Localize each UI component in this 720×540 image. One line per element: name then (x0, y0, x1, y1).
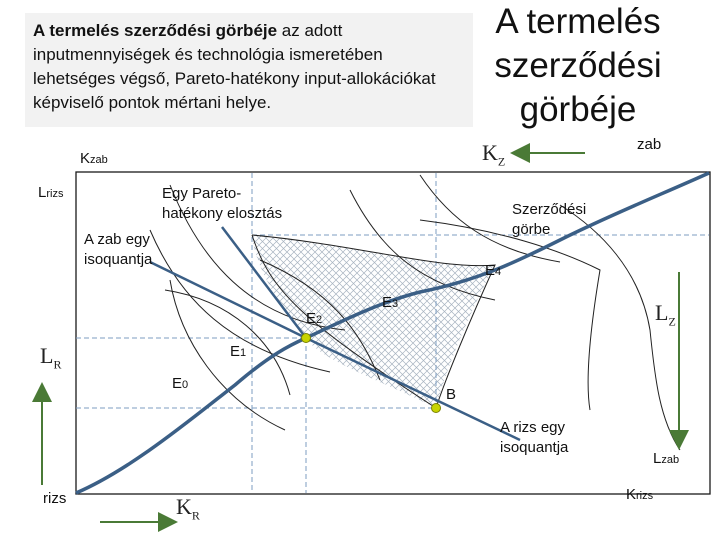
l-rizs-label: Lrizs (38, 184, 64, 201)
zab-side-label: zab (637, 136, 662, 153)
lr-serif-label: $L_R$ (40, 343, 62, 372)
point-e0-label: E0 (172, 375, 189, 392)
contract-curve-label: Szerződési görbe (512, 201, 587, 238)
pareto-point-e2 (302, 334, 311, 343)
kz-serif-label: $K_Z$ (482, 140, 506, 169)
kr-serif-label: $K_R$ (176, 494, 200, 523)
point-e1-label: E1 (230, 343, 247, 360)
lz-serif-label: $L_Z$ (655, 300, 676, 329)
k-zab-label: Kzab (80, 150, 108, 167)
point-b (432, 404, 441, 413)
definition-bold: A termelés szerződési görbéje (33, 21, 278, 40)
rice-isoquant-label: A rizs egy isoquantja (500, 419, 569, 456)
point-b-label: B (446, 386, 457, 403)
zab-isoquant-label: A zab egy isoquantja (84, 231, 153, 268)
slide-title: A termelés szerződési görbéje (494, 2, 662, 129)
zab-isoquant-0 (170, 280, 285, 430)
point-e2-label: E2 (306, 310, 323, 327)
rizs-origin-label: rizs (43, 490, 67, 507)
l-zab-label: Lzab (653, 450, 680, 467)
k-rizs-label: Krizs (626, 486, 654, 503)
pareto-improvement-area (252, 235, 495, 408)
point-e4-label: E4 (485, 262, 502, 279)
definition-rest: az adott inputmennyiségek és technológia ismeretében lehetséges végső, Pareto-hatékony input-allokációkat képviselő pontok mértani helye. (33, 21, 436, 112)
pareto-allocation-label: Egy Pareto- hatékony elosztás (162, 185, 283, 222)
point-e3-label: E3 (382, 294, 399, 311)
